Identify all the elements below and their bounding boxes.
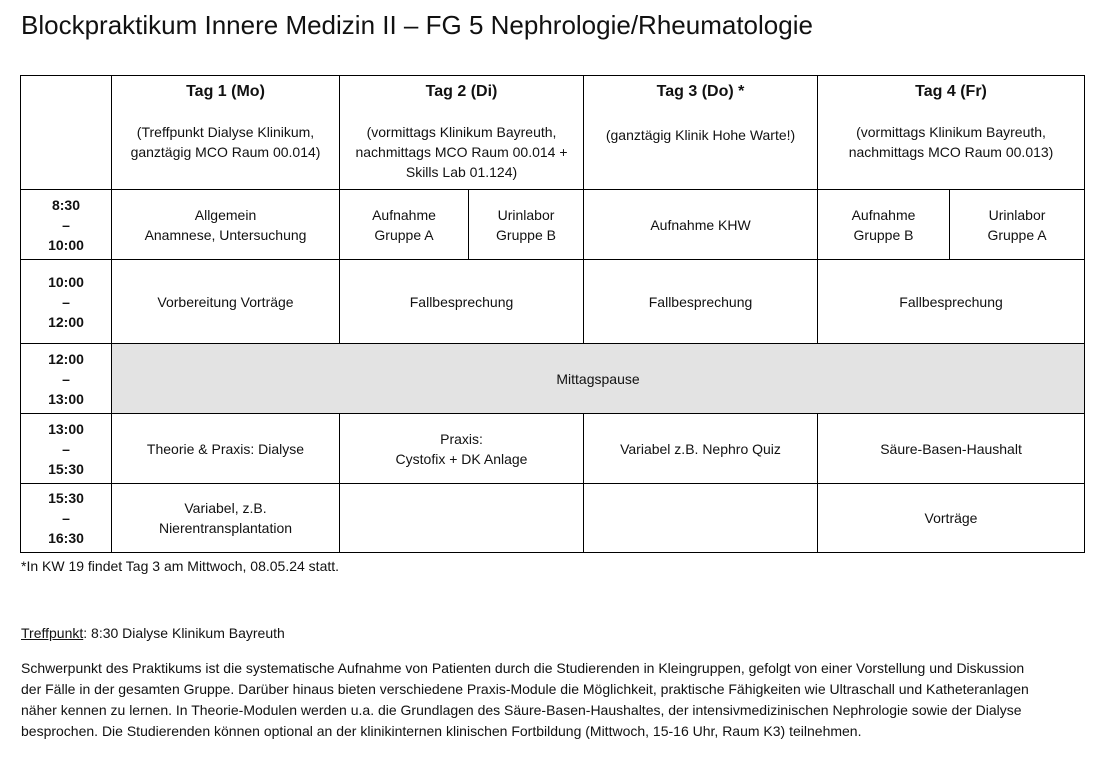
- time-slot-cell: 8:30 – 10:00: [21, 190, 112, 260]
- slot-cell: Aufnahme Gruppe A: [340, 190, 469, 260]
- slot-cell: Fallbesprechung: [584, 260, 818, 344]
- day-location-line: (ganztägig Klinik Hohe Warte!): [605, 127, 796, 143]
- slot-cell: Fallbesprechung: [340, 260, 584, 344]
- slot-cell: Allgemein Anamnese, Untersuchung: [112, 190, 340, 260]
- schedule-table: [20, 75, 1085, 553]
- day-name: Tag 1 (Mo): [186, 83, 265, 100]
- slot-cell: Variabel, z.B. Nierentransplantation: [112, 484, 340, 553]
- slot-cell: Aufnahme KHW: [584, 190, 818, 260]
- time-slot-cell: 13:00 – 15:30: [21, 414, 112, 484]
- time-row: [21, 414, 1085, 484]
- day-location-line: nachmittags MCO Raum 00.013): [848, 144, 1054, 160]
- day-name: Tag 4 (Fr): [915, 83, 987, 100]
- meeting-point: [21, 625, 285, 641]
- slot-cell: Urinlabor Gruppe A: [950, 190, 1085, 260]
- description-paragraph: [21, 658, 1096, 742]
- day-location: [116, 122, 335, 162]
- time-slot-cell: 10:00 – 12:00: [21, 260, 112, 344]
- slot-cell: Vorbereitung Vorträge: [112, 260, 340, 344]
- meeting-point-text: : 8:30 Dialyse Klinikum Bayreuth: [83, 625, 285, 641]
- description-line: besprochen. Die Studierenden können optional an der klinikinternen klinischen Fortbildung (Mittwoch, 15-16 Uhr, Raum K3) teilnehmen.: [21, 723, 862, 739]
- day-location: [344, 122, 579, 182]
- lunch-break-cell: Mittagspause: [112, 344, 1085, 414]
- header-row: [21, 76, 1085, 190]
- slot-cell: Theorie & Praxis: Dialyse: [112, 414, 340, 484]
- description-line: der Fälle in der gesamten Gruppe. Darüber hinaus bieten verschiedene Praxis-Module die Möglichkeit, praktische Fähigkeiten wie Ultraschall und Katheteranlagen: [21, 681, 1029, 697]
- slot-cell: Urinlabor Gruppe B: [469, 190, 584, 260]
- slot-cell: Vorträge: [818, 484, 1085, 553]
- corner-cell: [21, 76, 112, 190]
- time-row: [21, 260, 1085, 344]
- slot-cell: [584, 484, 818, 553]
- page-title: Blockpraktikum Innere Medizin II – FG 5 Nephrologie/Rheumatologie: [21, 10, 813, 40]
- day-name: Tag 2 (Di): [425, 83, 498, 100]
- description-line: Schwerpunkt des Praktikums ist die systematische Aufnahme von Patienten durch die Studierenden in Kleingruppen, gefolgt von einer Vorstellung und Diskussion: [21, 660, 1025, 676]
- slot-cell: Aufnahme Gruppe B: [818, 190, 950, 260]
- slot-cell: [340, 484, 584, 553]
- day-location-line: nachmittags MCO Raum 00.014 +: [355, 144, 568, 160]
- slot-cell: Säure-Basen-Haushalt: [818, 414, 1085, 484]
- description-line: näher kennen zu lernen. In Theorie-Modulen werden u.a. die Grundlagen des Säure-Basen-Haushaltes, der intensivmedizinischen Nephrologie sowie der Dialyse: [21, 702, 1022, 718]
- slot-cell: Fallbesprechung: [818, 260, 1085, 344]
- day-header-1: [112, 76, 340, 190]
- day-location: [588, 125, 813, 145]
- time-row: [21, 190, 1085, 260]
- day-name: Tag 3 (Do) *: [656, 83, 745, 100]
- meeting-point-label: Treffpunkt: [21, 625, 84, 641]
- day-location-line: (vormittags Klinikum Bayreuth,: [856, 124, 1046, 140]
- day-header-3: [584, 76, 818, 190]
- slot-cell: Praxis: Cystofix + DK Anlage: [340, 414, 584, 484]
- day-location-line: (Treffpunkt Dialyse Klinikum,: [136, 124, 315, 140]
- day-location-line: (vormittags Klinikum Bayreuth,: [366, 124, 557, 140]
- day-header-2: [340, 76, 584, 190]
- time-slot-cell: 12:00 – 13:00: [21, 344, 112, 414]
- footnote: *In KW 19 findet Tag 3 am Mittwoch, 08.05.24 statt.: [21, 558, 340, 574]
- slot-cell: Variabel z.B. Nephro Quiz: [584, 414, 818, 484]
- time-row: [21, 344, 1085, 414]
- day-header-4: [818, 76, 1085, 190]
- time-row: [21, 484, 1085, 553]
- day-location-line: Skills Lab 01.124): [405, 164, 518, 180]
- day-location: [822, 122, 1080, 162]
- day-location-line: ganztägig MCO Raum 00.014): [130, 144, 321, 160]
- time-slot-cell: 15:30 – 16:30: [21, 484, 112, 553]
